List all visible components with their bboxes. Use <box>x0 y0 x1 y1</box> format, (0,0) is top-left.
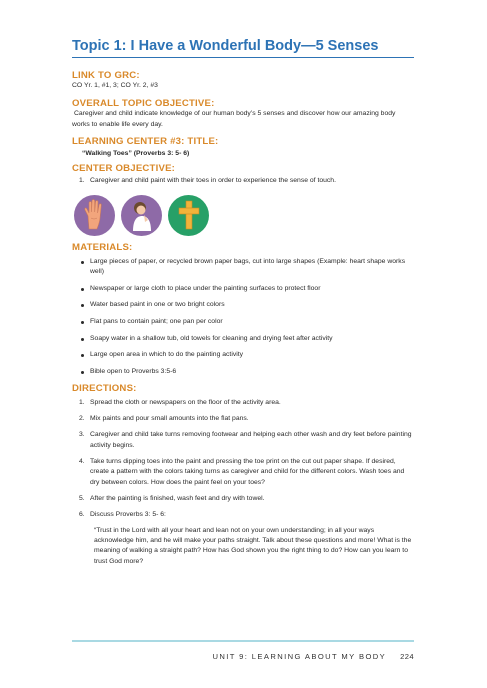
list-item <box>72 350 414 360</box>
cross-icon <box>168 195 209 236</box>
directions-section <box>72 383 414 567</box>
item-text: Flat pans to contain paint; one pan per color <box>90 317 223 325</box>
item-number: 6. <box>79 510 85 518</box>
proverbs-quote: “Trust in the Lord with all your heart and lean not on your own understanding; in all your ways acknowledge him, and he will make your paths straight. Talk about these questions and more! What is the meaning of walking a straight path? How has God shown you the right thing to do? How can you learn to trust God more? <box>94 526 412 565</box>
item-text: After the painting is finished, wash feet and dry with towel. <box>90 494 265 502</box>
footer-unit-label: UNIT 9: LEARNING ABOUT MY BODY <box>212 652 387 661</box>
hand-icon <box>74 195 115 236</box>
item-number: 1. <box>79 177 85 185</box>
objective-text: Caregiver and child indicate knowledge of our human body’s 5 senses and discover how our amazing body works to enable life every day. <box>72 109 396 128</box>
list-item <box>72 300 414 310</box>
document-page <box>72 38 414 574</box>
page-footer <box>72 652 414 661</box>
item-text: Large open area in which to do the painting activity <box>90 351 244 359</box>
center-objective-list <box>72 176 414 186</box>
sense-icons <box>74 195 414 236</box>
learning-center-section <box>72 136 414 157</box>
item-text: Take turns dipping toes into the paint and pressing the toe print on the cut out paper shape. If desired, create a pattern with the colors taking turns as caregiver and child for the different colors. Wash toes and dry between colors. How does the paint feel on your toes? <box>90 457 405 486</box>
list-item <box>72 367 414 377</box>
item-text: Water based paint in one or two bright colors <box>90 301 225 309</box>
materials-heading: MATERIALS: <box>72 241 133 253</box>
item-number: 1. <box>79 399 85 407</box>
item-text: Bible open to Proverbs 3:5-6 <box>90 367 177 375</box>
list-item <box>72 457 414 488</box>
materials-list <box>72 257 414 377</box>
item-text: Newspaper or large cloth to place under the painting surfaces to protect floor <box>90 284 321 292</box>
list-item <box>72 284 414 294</box>
item-number: 5. <box>79 494 85 502</box>
learning-center-heading: LEARNING CENTER #3: TITLE: <box>72 136 219 148</box>
list-item <box>72 430 414 451</box>
item-text: Spread the cloth or newspapers on the floor of the activity area. <box>90 399 281 407</box>
item-text: Soapy water in a shallow tub, old towels for cleaning and drying feet after activity <box>90 334 333 342</box>
objective-heading: OVERALL TOPIC OBJECTIVE: <box>72 97 215 109</box>
footer-rule <box>72 640 414 642</box>
link-heading: LINK TO GRC: <box>72 70 140 81</box>
list-item <box>72 257 414 278</box>
center-objective-section <box>72 163 414 186</box>
item-text: Caregiver and child paint with their toes in order to experience the sense of touch. <box>90 177 336 185</box>
item-number: 2. <box>79 415 85 423</box>
list-item <box>72 398 414 408</box>
link-text: CO Yr. 1, #1, 3; CO Yr. 2, #3 <box>72 82 158 89</box>
page-number: 224 <box>400 652 414 661</box>
list-item <box>72 317 414 327</box>
link-section <box>72 70 414 92</box>
list-item <box>72 494 414 504</box>
list-item <box>72 334 414 344</box>
item-text: Large pieces of paper, or recycled brown paper bags, cut into large shapes (Example: heart shape works well) <box>90 257 406 276</box>
item-number: 3. <box>79 431 85 439</box>
learning-center-title: “Walking Toes” (Proverbs 3: 5- 6) <box>82 150 190 158</box>
item-text: Caregiver and child take turns removing footwear and helping each other wash and dry feet before painting activity begins. <box>90 431 412 449</box>
directions-list <box>72 398 414 520</box>
praying-child-icon <box>121 195 162 236</box>
list-item <box>72 510 414 520</box>
item-number: 4. <box>79 457 85 465</box>
materials-section <box>72 242 414 377</box>
item-text: Mix paints and pour small amounts into the flat pans. <box>90 415 249 423</box>
topic-title: Topic 1: I Have a Wonderful Body—5 Senses <box>72 38 414 58</box>
directions-heading: DIRECTIONS: <box>72 383 137 395</box>
list-item <box>72 176 414 186</box>
center-objective-heading: CENTER OBJECTIVE: <box>72 163 176 175</box>
list-item <box>72 414 414 424</box>
objective-section <box>72 98 414 131</box>
item-text: Discuss Proverbs 3: 5- 6: <box>90 510 166 518</box>
